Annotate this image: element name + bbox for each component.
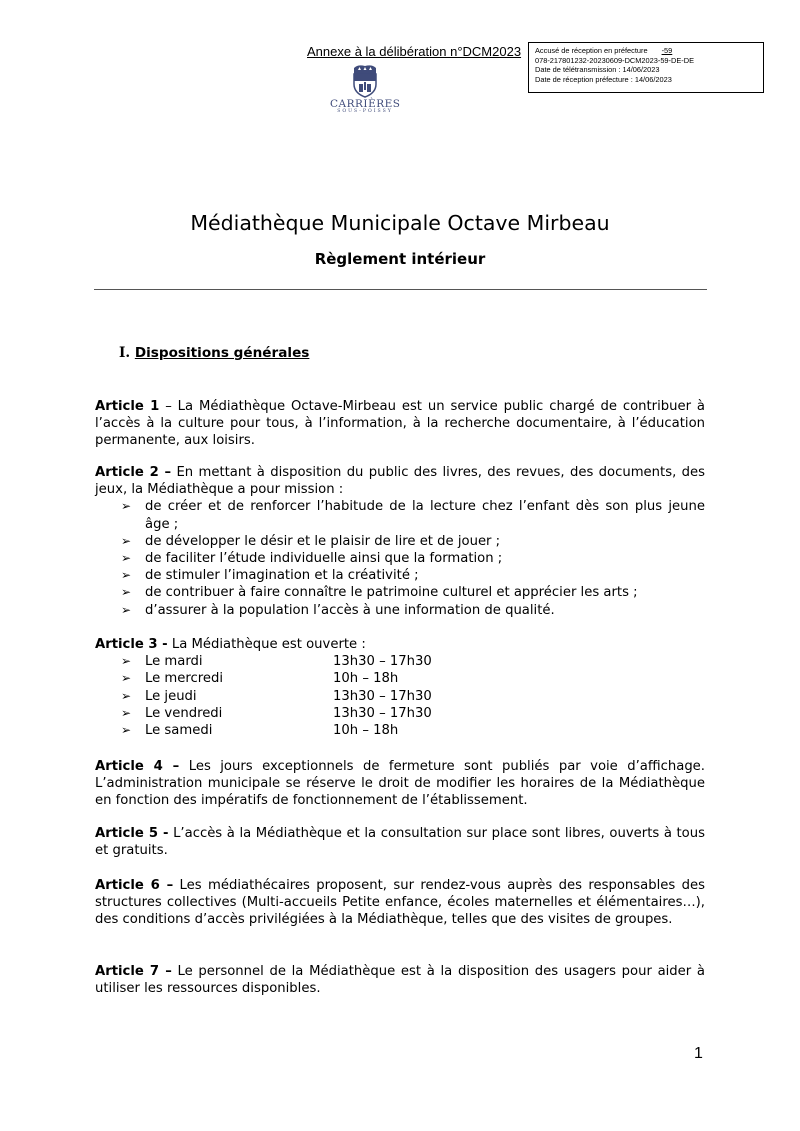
article-text: L’accès à la Médiathèque et la consultation sur place sont libres, ouverts à tous et gratuits. <box>95 826 705 859</box>
article-label: Article 3 - <box>95 637 168 652</box>
coat-of-arms-icon <box>350 60 380 98</box>
section-label: Dispositions générales <box>134 345 310 361</box>
stamp-line-3: Date de télétransmission : 14/06/2023 <box>535 65 660 74</box>
mission-list <box>95 498 705 618</box>
arrow-bullet-icon: ➢ <box>121 723 132 738</box>
arrow-bullet-icon: ➢ <box>121 551 132 566</box>
arrow-bullet-icon: ➢ <box>121 499 132 514</box>
document-title: Médiathèque Municipale Octave Mirbeau <box>190 211 610 235</box>
title-divider <box>94 289 707 290</box>
article-label: Article 2 – <box>95 465 172 480</box>
article-text: Les médiathécaires proposent, sur rendez-vous auprès des responsables des structures collectives (Multi-accueils Petite enfance, écoles maternelles et élémentaires…), des conditions d’accès privilégiées à la Médiathèque, telles que des visites de groupes. <box>95 878 705 928</box>
logo-town-sub: SOUS-POISSY <box>337 109 393 114</box>
article-5 <box>95 825 705 859</box>
arrow-bullet-icon: ➢ <box>121 585 132 600</box>
list-item: ➢ de stimuler l’imagination et la créativité ; <box>121 568 419 584</box>
list-item: ➢ de faciliter l’étude individuelle ainsi que la formation ; <box>121 551 503 567</box>
article-label: Article 1 <box>95 399 160 414</box>
hours-row: ➢ Le vendredi 13h30 – 17h30 <box>121 705 432 721</box>
article-2 <box>95 464 705 619</box>
list-item: ➢ d’assurer à la population l’accès à une information de qualité. <box>121 602 555 618</box>
list-item: ➢ de développer le désir et le plaisir de lire et de jouer ; <box>121 533 501 549</box>
stamp-line-4: Date de réception préfecture : 14/06/2023 <box>535 74 672 84</box>
article-label: Article 6 – <box>95 878 174 893</box>
page-number: 1 <box>694 1045 703 1062</box>
opening-hours-list <box>95 653 705 739</box>
article-text: Le personnel de la Médiathèque est à la disposition des usagers pour aider à utiliser les ressources disponibles. <box>95 964 705 997</box>
arrow-bullet-icon: ➢ <box>121 533 132 548</box>
section-number: I. <box>119 345 131 361</box>
hours-row: ➢ Le samedi 10h – 18h <box>121 723 399 739</box>
article-label: Article 4 – <box>95 759 180 774</box>
hours-row: ➢ Le mercredi 10h – 18h <box>121 671 399 687</box>
section-heading <box>119 345 309 361</box>
prefecture-receipt-stamp <box>528 42 764 93</box>
arrow-bullet-icon: ➢ <box>121 688 132 703</box>
article-6 <box>95 877 705 929</box>
arrow-bullet-icon: ➢ <box>121 705 132 720</box>
list-item: ➢ de contribuer à faire connaître le patrimoine culturel et apprécier les arts ; <box>121 585 638 601</box>
arrow-bullet-icon: ➢ <box>121 654 132 669</box>
stamp-line-2: 078-217801232-20230609-DCM2023-59-DE-DE <box>535 55 694 65</box>
article-text: Les jours exceptionnels de fermeture sont publiés par voie d’affichage. L’administration municipale se réserve le droit de modifier les horaires de la Médiathèque en fonction des impératifs de fonctionnement de l’établissement. <box>95 759 705 809</box>
article-1 <box>95 398 705 450</box>
article-4 <box>95 758 705 810</box>
arrow-bullet-icon: ➢ <box>121 671 132 686</box>
article-3 <box>95 636 705 739</box>
article-text: La Médiathèque est ouverte : <box>167 637 366 652</box>
list-item: ➢ de créer et de renforcer l’habitude de la lecture chez l’enfant dès son plus jeune âge ; <box>121 499 705 532</box>
annex-reference: Annexe à la délibération n°DCM2023 <box>307 44 522 59</box>
hours-row: ➢ Le jeudi 13h30 – 17h30 <box>121 688 432 704</box>
article-text: En mettant à disposition du public des livres, des revues, des documents, des jeux, la Médiathèque a pour mission : <box>95 465 705 498</box>
arrow-bullet-icon: ➢ <box>121 602 132 617</box>
logo-town-name: CARRIÈRES <box>330 98 401 110</box>
article-label: Article 7 – <box>95 964 172 979</box>
document-subtitle: Règlement intérieur <box>314 250 486 268</box>
hours-row: ➢ Le mardi 13h30 – 17h30 <box>121 654 432 670</box>
article-label: Article 5 - <box>95 826 169 841</box>
article-7 <box>95 963 705 997</box>
town-logo <box>330 60 400 126</box>
arrow-bullet-icon: ➢ <box>121 568 132 583</box>
article-text: – La Médiathèque Octave-Mirbeau est un service public chargé de contribuer à l’accès à la culture pour tous, à l’information, à la recherche documentaire, à l’éducation permanente, aux loisirs. <box>95 399 705 449</box>
stamp-line-1: Accusé de réception en préfecture -59 <box>535 46 673 55</box>
